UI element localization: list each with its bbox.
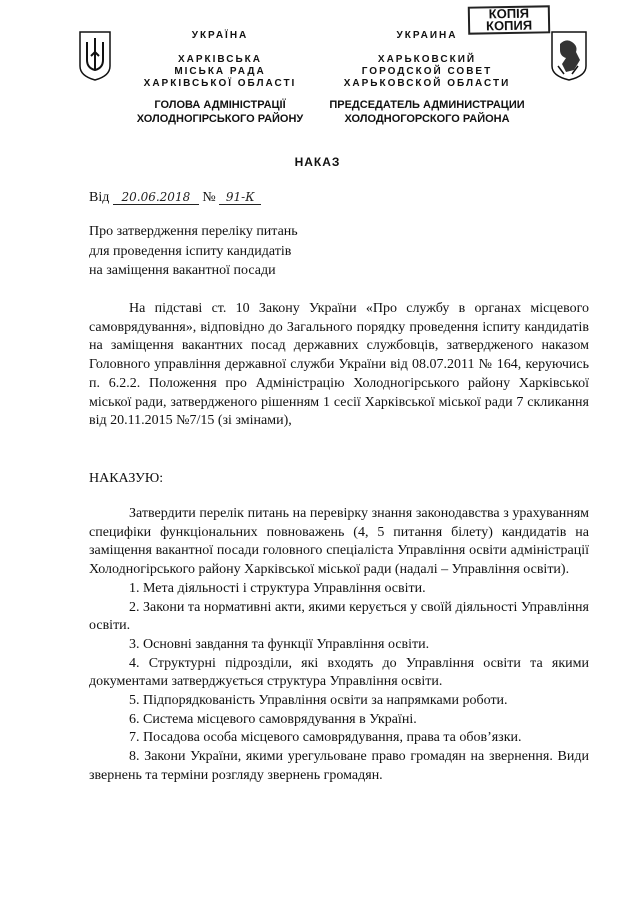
council-line-2-ru: ГОРОДСКОЙ СОВЕТ	[361, 66, 493, 77]
preamble-paragraph: На підставі ст. 10 Закону України «Про службу в органах місцевого самоврядування», відповідно до Загального порядку проведення іспиту кандидатів на заміщення вакантних посад державних службовців, затвердженого наказом Головного управління державної служби України від 08.07.2011 № 164, керуючись п. 6.2.2. Положення про Адміністрацію Холодногірського району Харківської міської ради, затвердженого рішенням 1 сесії Харківської міської ради 7 скликання від 20.11.2015 №7/15 (зі змінами),	[89, 301, 589, 429]
document-title: НАКАЗ	[294, 155, 341, 169]
subject-line-3: на заміщення вакантної посади	[89, 263, 276, 278]
subject-line-2: для проведення іспиту кандидатів	[89, 243, 292, 259]
list-item: 8. Закони України, якими урегульоване право громадян на звернення. Види звернень та терміни розгляду звернень громадян.	[89, 749, 589, 783]
list-item: 5. Підпорядкованість Управління освіти за напрямками роботи.	[129, 693, 508, 709]
stamp-line-1: КОПІЯ	[488, 5, 530, 22]
date-prefix: Від	[89, 190, 110, 205]
stamp-line-2: КОПИЯ	[485, 17, 533, 34]
header-right	[322, 30, 532, 126]
list-item: 1. Мета діяльності і структура Управління освіти.	[129, 580, 426, 596]
head-line-2-ru: ХОЛОДНОГОРСКОГО РАЙОНА	[344, 113, 510, 125]
date-value: 20.06.2018	[113, 190, 199, 205]
list-item: 6. Система місцевого самоврядування в Україні.	[129, 711, 417, 727]
list-item: 7. Посадова особа місцевого самоврядування, права та обов’язки.	[129, 730, 522, 746]
council-line-1-uk: ХАРКІВСЬКА	[177, 54, 263, 65]
country-name-ru: УКРАИНА	[396, 30, 458, 41]
order-paragraph: Затвердити перелік питань на перевірку знання законодавства з урахуванням специфіки функціональних повноважень (4, 5 питання білету) кандидатів на заміщення вакантної посади головного спеціаліста Управління освіти адміністрації Холодногірського району Харківської міської ради (надалі – Управління освіти).	[89, 506, 589, 578]
date-number-line	[89, 190, 261, 206]
number-value: 91-К	[219, 190, 261, 205]
head-line-1-ru: ПРЕДСЕДАТЕЛЬ АДМИНИСТРАЦИИ	[329, 99, 525, 111]
preamble-block	[89, 300, 589, 431]
header-left	[125, 30, 315, 126]
subject-block	[89, 222, 349, 281]
list-item: 4. Структурні підрозділи, які входять до Управління освіти та якими документами затверджується структура Управління освіти.	[89, 655, 589, 690]
list-item: 3. Основні завдання та функції Управління освіти.	[129, 636, 430, 652]
country-name-uk: УКРАЇНА	[191, 30, 249, 41]
ukraine-trident-icon	[78, 30, 112, 82]
head-line-1-uk: ГОЛОВА АДМІНІСТРАЦІЇ	[154, 99, 286, 111]
council-line-1-ru: ХАРЬКОВСКИЙ	[377, 54, 477, 65]
list-item: 2. Закони та нормативні акти, якими керується у своїй діяльності Управління освіти.	[89, 599, 589, 634]
order-word: НАКАЗУЮ:	[89, 471, 164, 486]
order-block	[89, 505, 589, 786]
council-line-3-ru: ХАРЬКОВСКОЙ ОБЛАСТИ	[343, 78, 511, 89]
head-line-2-uk: ХОЛОДНОГІРСЬКОГО РАЙОНУ	[136, 113, 304, 125]
subject-line-1: Про затвердження переліку питань	[89, 224, 298, 239]
council-line-2-uk: МІСЬКА РАДА	[174, 66, 266, 77]
council-line-3-uk: ХАРКІВСЬКОЇ ОБЛАСТІ	[143, 78, 297, 89]
kharkiv-coat-of-arms-icon	[550, 30, 588, 82]
number-prefix: №	[202, 190, 216, 205]
